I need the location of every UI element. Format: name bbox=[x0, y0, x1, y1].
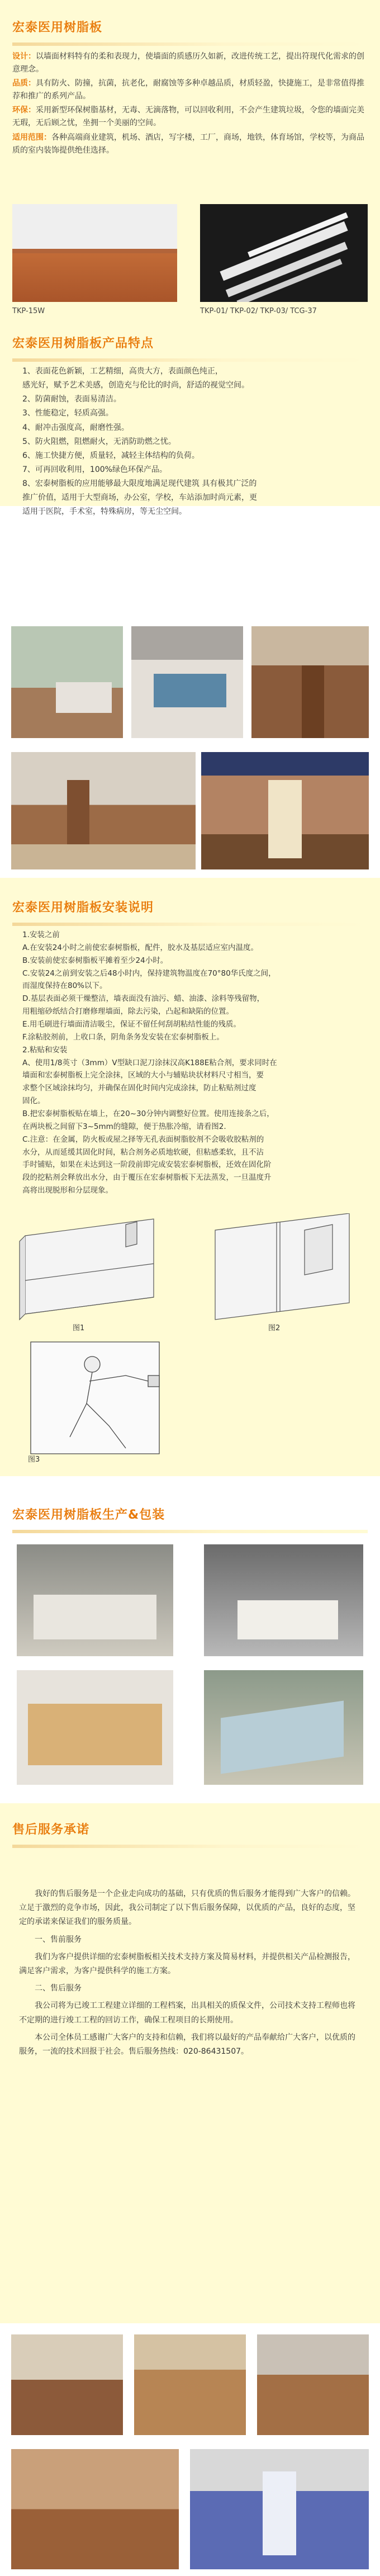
production-photo-2 bbox=[204, 1544, 363, 1656]
service-text bbox=[0, 1882, 380, 2072]
install-line: D.基层表面必须干燥整洁，墙表面没有油污、蜡、油漆、涂料等残留物， bbox=[22, 994, 265, 1004]
feature-line: 3、性能稳定，轻质高强。 bbox=[22, 409, 113, 418]
service-title: 售后服务承诺 bbox=[12, 1823, 90, 1837]
features-list bbox=[0, 362, 380, 528]
bottom-photo-3 bbox=[257, 2334, 369, 2435]
install-line: 水分，从而延缓其固化时间，粘合剂务必质地软硬，但粘感柔软，且不沾 bbox=[22, 1147, 264, 1157]
install-line: A.在安装24小时之前使宏泰树脂板，配件，胶水及基层适应室内温度。 bbox=[22, 943, 258, 952]
intro-title: 宏泰医用树脂板 bbox=[12, 21, 103, 35]
lobby-photo bbox=[11, 752, 196, 869]
service-paragraph: 本公司全体员工感谢广大客户的支持和信赖，我们将以最好的产品奉献给广大客户，以优质的服务，一流的技术回报于社会。售后服务热线：020-86431507。 bbox=[19, 2033, 355, 2056]
product-photo-profiles bbox=[200, 204, 368, 302]
product-photo-wall-panel bbox=[12, 204, 177, 302]
intro-section bbox=[0, 0, 380, 517]
intro-text bbox=[0, 46, 380, 165]
bottom-photo-2 bbox=[134, 2334, 246, 2435]
figure-1-label: 图1 bbox=[73, 1324, 85, 1332]
install-line: 1.安装之前 bbox=[22, 930, 60, 939]
install-figures bbox=[14, 1213, 366, 1465]
install-line: 段的挖粘剂会释放出水分，由于覆压在宏泰树脂板下无法蒸发，一旦温度升 bbox=[22, 1173, 272, 1183]
intro-scope: 适用范围：各种高端商业建筑，机场、酒店，写字楼，工厂，商场，地铁，体育场馆，学校等，为商品质的室内装饰提供绝佳选择。 bbox=[12, 133, 364, 155]
intro-eco: 环保：采用新型环保树脂基材，无毒、无滴落物，可以回收利用，不会产生建筑垃圾，令您的墙面完美无瑕，无后顾之忧，坐拥一个美丽的空间。 bbox=[12, 106, 364, 128]
service-heading: 二、售后服务 bbox=[35, 1984, 82, 1993]
install-line: 高将出现脱形和分层现象。 bbox=[22, 1186, 113, 1195]
room-photo-1 bbox=[11, 626, 123, 738]
service-paragraph: 我好的售后服务是一个企业走向成功的基础，只有优质的售后服务才能得到广大客户的信赖。立足于激烈的竞争市场，因此，我公司制定了以下售后服务保障，以优质的产品，良好的态度，坚定的承诺来保证我们的服务质量。 bbox=[19, 1889, 355, 1927]
install-text bbox=[0, 926, 380, 1203]
figure-2-drawing bbox=[215, 1213, 349, 1320]
corridor-photo-1 bbox=[251, 626, 369, 738]
production-title: 宏泰医用树脂板生产&包装 bbox=[12, 1508, 165, 1522]
install-line: 手时铺贴，如果在未达到这一阶段前即完成安装宏泰树脂板，还效在固化阶 bbox=[22, 1160, 272, 1170]
feature-line: 5、防火阻燃，阻燃耐火，无消防助燃之忧。 bbox=[22, 437, 176, 446]
packaging-photo-1 bbox=[17, 1670, 173, 1785]
feature-line: 8、宏泰树脂板的应用能够最大限度地满足现代建筑 具有极其广泛的 bbox=[22, 479, 257, 488]
caption-right: TKP-01/ TKP-02/ TKP-03/ TCG-37 bbox=[200, 306, 317, 315]
install-line: A、使用1/8英寸（3mm）V型缺口泥刀涂抹汉高K188E粘合剂，要求同时在 bbox=[22, 1058, 277, 1067]
bottom-photo-1 bbox=[11, 2334, 123, 2435]
caption-left: TKP-15W bbox=[12, 306, 45, 315]
install-line: 在两块板之间留下3~5mm的缝隙，便于热胀冷缩，请看图2. bbox=[22, 1122, 226, 1131]
feature-line: 1、表面花色新颖，工艺精细，高贵大方，表面颜色纯正， bbox=[22, 367, 223, 376]
install-line: C.安装24之前到安装之后48小时内，保持建筑物温度在70°80华氏度之间， bbox=[22, 968, 276, 978]
corridor-photo-2 bbox=[201, 752, 369, 869]
feature-line: 感光好，赋予艺术美感，创造充与伦比的时尚，舒适的视觉空间。 bbox=[22, 381, 249, 390]
feature-line: 推广价值，适用于大型商场，办公室，学校，车站添加时尚元素，更 bbox=[22, 493, 257, 503]
install-line: 用粗缩砂纸结合打磨修理墙面，除去污染，凸起和缺陷的位置。 bbox=[22, 1007, 234, 1017]
feature-line: 适用于医院，手术室，特殊病房，等无尘空间。 bbox=[22, 507, 187, 517]
install-line: 固化。 bbox=[22, 1096, 45, 1106]
service-paragraph: 我们为客户提供详细的宏泰树脂板相关技术支持方案及简易材料，并提供相关产品检测报告，满足客户需求，为客户提供科学的施工方案。 bbox=[19, 1952, 355, 1975]
production-section bbox=[0, 1487, 380, 1800]
bottom-photo-4 bbox=[11, 2449, 179, 2569]
install-diagrams bbox=[14, 1213, 366, 1465]
feature-line: 6、施工快捷方便，质量轻，减轻主体结构的负荷。 bbox=[22, 451, 200, 460]
service-paragraph: 我公司将为已竣工工程建立详细的工程档案，出具相关的质保文件，公司技术支持工程师也将不定期的进行竣工工程的回访工作，确保工程项目的长期使用。 bbox=[19, 2001, 355, 2025]
feature-line: 4、耐冲击强度高，耐磨性强。 bbox=[22, 423, 129, 432]
intro-design: 设计：以墙面材料特有的柔和表现力，使墙面的质感历久如新，改进传统工艺，提出符现代化需求的创意理念。 bbox=[12, 52, 364, 74]
bottom-photo-5 bbox=[190, 2449, 369, 2569]
install-line: 2.粘贴和安装 bbox=[22, 1045, 68, 1055]
install-line: E.用毛刷进行墙面清洁吸尘，保证不留任何刮胡粘结性能的残质。 bbox=[22, 1020, 241, 1029]
figure-2-label: 图2 bbox=[268, 1324, 281, 1332]
packaging-photo-2 bbox=[204, 1670, 363, 1785]
figure-1-drawing bbox=[20, 1219, 154, 1320]
install-line: F.涂粘胶剂前，上收口条，阴角条务发安装在宏泰树脂板上。 bbox=[22, 1032, 224, 1042]
install-line: 而湿度保持在80%以下。 bbox=[22, 981, 107, 991]
feature-line: 2、防菌耐蚀，表面易清洁。 bbox=[22, 395, 121, 404]
features-title: 宏泰医用树脂板产品特点 bbox=[12, 337, 154, 351]
install-line: 墙面和宏泰树脂板上完全涂抹，区域的大小与辅贴块状材料尺寸相当，要 bbox=[22, 1071, 264, 1080]
install-title: 宏泰医用树脂板安装说明 bbox=[12, 901, 154, 915]
figure-3-drawing bbox=[31, 1342, 159, 1454]
install-line: C.注意：在金属，防火板或屋之择等无孔表面树脂胶剂不会吸收胶粘剂的 bbox=[22, 1135, 264, 1144]
production-photos bbox=[0, 1533, 380, 1796]
intro-quality: 品质：具有防火、防撞，抗菌，抗老化，耐腐蚀等多种卓越品质，材质轻盈，快捷施工，是非常值得推荐和推广的系列产品。 bbox=[12, 79, 364, 101]
bottom-photos bbox=[0, 2329, 380, 2575]
install-line: 求整个区域涂抹均匀，并确保在固化时间内完成涂抹，防止粘贴剂过度 bbox=[22, 1084, 256, 1093]
feature-line: 7、可再回收利用，100%绿色环保产品。 bbox=[22, 465, 167, 474]
room-photo-2 bbox=[131, 626, 243, 738]
install-line: B.安装前使宏泰树脂板平摊着至少24小时。 bbox=[22, 956, 168, 965]
product-photos bbox=[0, 198, 380, 302]
figure-3-label: 图3 bbox=[28, 1455, 40, 1464]
production-photo-1 bbox=[17, 1544, 173, 1656]
application-photos bbox=[0, 621, 380, 878]
service-section bbox=[0, 1803, 380, 2323]
product-captions bbox=[0, 302, 380, 324]
install-line: B.把宏泰树脂板贴在墙上，在20~30分钟内调整好位置。使用连接条之后， bbox=[22, 1109, 274, 1119]
install-section bbox=[0, 878, 380, 1476]
service-heading: 一、售前服务 bbox=[35, 1935, 82, 1944]
